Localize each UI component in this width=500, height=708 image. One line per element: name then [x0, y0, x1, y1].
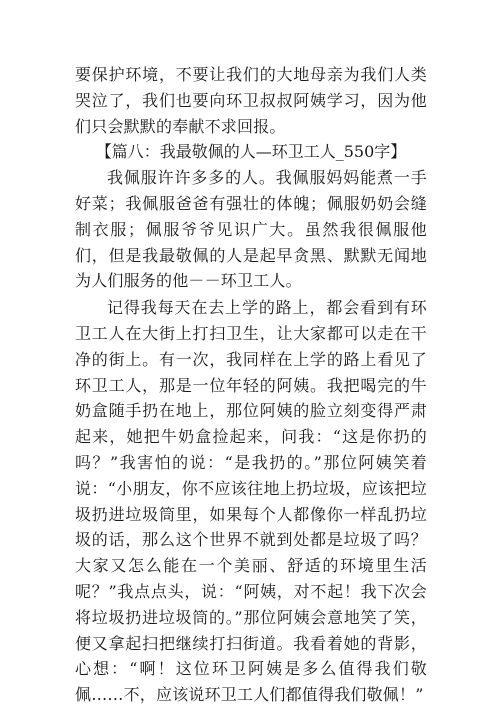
- text-column: [75, 62, 427, 708]
- paragraph-1: 我佩服许许多多的人。我佩服妈妈能煮一手好菜；我佩服爸爸有强壮的体魄；佩服奶奶会缝制衣服；佩服爷爷见识广大。虽然我很佩服他们，但是我最敬佩的人是起早贪黑、默默无闻地为人们服务的他－－环卫工人。: [75, 168, 427, 291]
- section-heading: 【篇八：我最敬佩的人—环卫工人_550字】: [95, 142, 407, 162]
- paragraph-2: 记得我每天在去上学的路上，都会看到有环卫工人在大街上打扫卫生，让大家都可以走在干净的街上。有一次，我同样在上学的路上看见了环卫工人，那是一位年轻的阿姨。我把喝完的牛奶盒随手扔在地上，那位阿姨的脸立刻变得严肃起来，她把牛奶盒捡起来，问我：“这是你扔的吗？”我害怕的说：“是我扔的。”那位阿姨笑着说：“小朋友，你不应该往地上扔垃圾，应该把垃圾扔进垃圾筒里，如果每个人都像你一样乱扔垃圾的话，那么这个世界不就到处都是垃圾了吗？大家又怎么能在一个美丽、舒适的环境里生活呢？”我点点头，说：“阿姨，对不起！我下次会将垃圾扔进垃圾筒的。”那位阿姨会意地笑了笑，便又拿起扫把继续打扫街道。我看着她的背影，心想：“啊！这位环卫阿姨是多么值得我们敬佩……不，应该说环卫工人们都值得我们敬佩！”: [75, 298, 427, 705]
- intro-paragraph: 要保护环境，不要让我们的大地母亲为我们人类哭泣了，我们也要向环卫叔叔阿姨学习，因为他们只会默默的奉献不求回报。: [75, 65, 427, 136]
